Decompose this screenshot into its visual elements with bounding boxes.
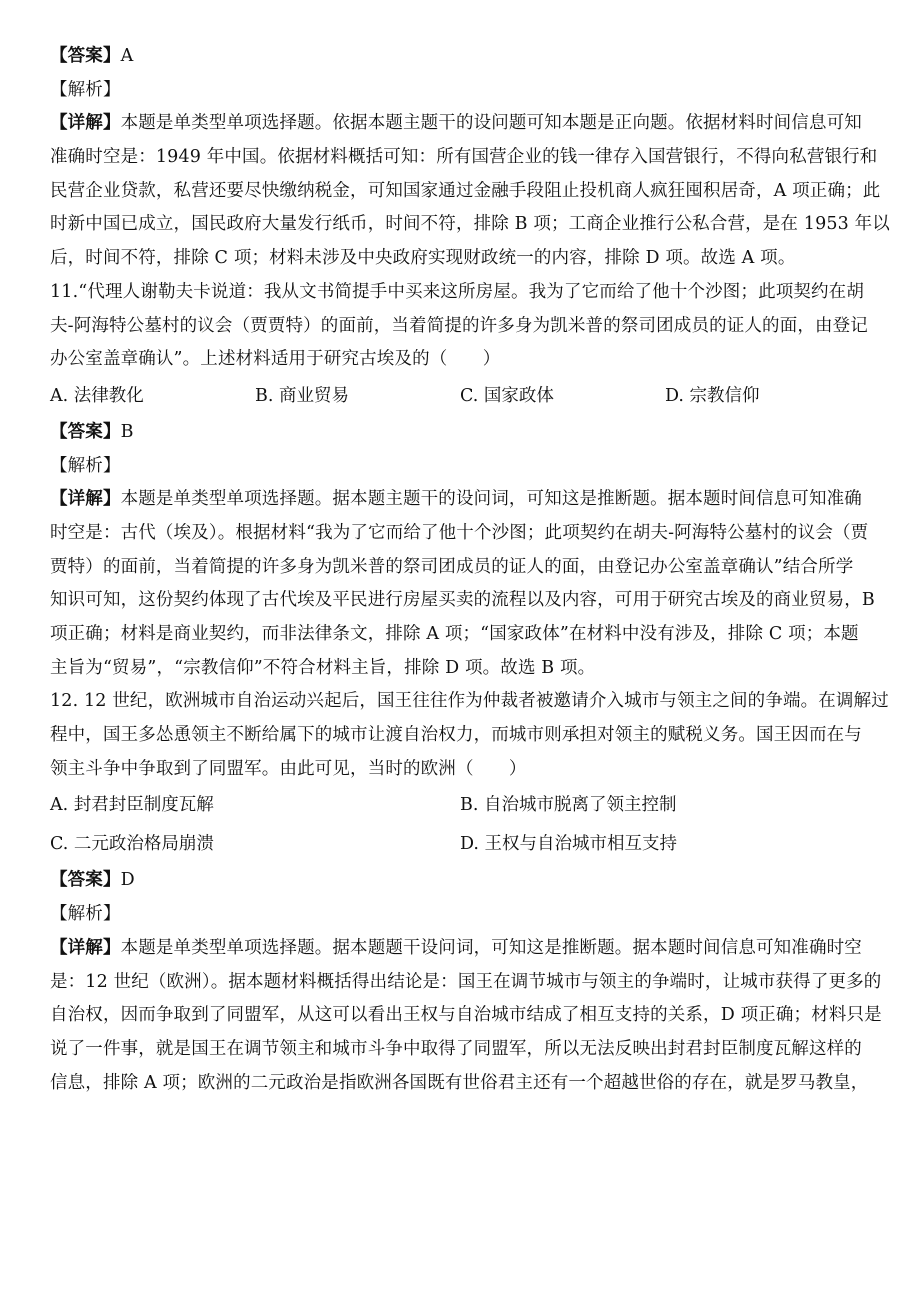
- option-a: A. 封君封臣制度瓦解: [50, 795, 214, 816]
- options-row: [50, 377, 880, 416]
- question-stem-line: 11.“代理人谢勒夫卡说道：我从文书简提手中买来这所房屋。我为了它而给了他十个沙图；此项契约在胡: [50, 281, 864, 302]
- question-stem-line: 夫-阿海特公墓村的议会（贾贾特）的面前，当着简提的许多身为凯米普的祭司团成员的证人的面，由登记: [50, 315, 868, 336]
- question-11: [50, 276, 880, 416]
- detail-line: 自治权，因而争取到了同盟军，从这可以看出王权与自治城市结成了相互支持的关系，D 项正确；材料只是: [50, 1005, 882, 1026]
- detail-paragraph: [50, 483, 880, 685]
- detail-line: 【详解】本题是单类型单项选择题。依据本题主题干的设问题可知本题是正向题。依据材料时间信息可知: [50, 113, 862, 134]
- detail-line: 【详解】本题是单类型单项选择题。据本题题干设问词，可知这是推断题。据本题时间信息可知准确时空: [50, 937, 862, 958]
- option-b: B. 商业贸易: [255, 385, 349, 406]
- option-c: C. 二元政治格局崩溃: [50, 834, 214, 855]
- detail-line: 主旨为“贸易”，“宗教信仰”不符合材料主旨，排除 D 项。故选 B 项。: [50, 657, 596, 678]
- detail-line: 【详解】本题是单类型单项选择题。据本题主题干的设问词，可知这是推断题。据本题时间信息可知准确: [50, 489, 862, 510]
- answer-tag: 【答案】: [50, 421, 121, 442]
- question-stem-line: 12. 12 世纪，欧洲城市自治运动兴起后，国王往往作为仲裁者被邀请介入城市与领主之间的争端。在调解过: [50, 691, 889, 712]
- detail-line: 后，时间不符，排除 C 项；材料未涉及中央政府实现财政统一的内容，排除 D 项。故选 A 项。: [50, 248, 796, 269]
- analysis-label: 【解析】: [50, 904, 121, 925]
- options-row: [50, 825, 880, 864]
- option-c: C. 国家政体: [460, 385, 554, 406]
- answer-tag: 【答案】: [50, 46, 121, 66]
- detail-tag: 【详解】: [50, 113, 121, 134]
- answer-line: [50, 416, 880, 450]
- analysis-label: 【解析】: [50, 455, 121, 476]
- answer-value: D: [120, 870, 135, 891]
- detail-line: 知识可知，这份契约体现了古代埃及平民进行房屋买卖的流程以及内容，可用于研究古埃及的商业贸易，B: [50, 590, 875, 611]
- detail-line: 时新中国已成立，国民政府大量发行纸币，时间不符，排除 B 项；工商企业推行公私合营，是在 1953 年以: [50, 214, 890, 235]
- question-stem-line: 领主斗争中争取到了同盟军。由此可见，当时的欧洲（ ）: [50, 758, 527, 779]
- question-12: [50, 685, 889, 864]
- detail-paragraph: [50, 932, 880, 1100]
- detail-line: 信息，排除 A 项；欧洲的二元政治是指欧洲各国既有世俗君主还有一个超越世俗的存在，就是罗马教皇，: [50, 1072, 869, 1093]
- option-d: D. 王权与自治城市相互支持: [460, 834, 678, 855]
- detail-tag: 【详解】: [50, 937, 121, 958]
- question-stem-line: 办公室盖章确认”。上述材料适用于研究古埃及的（ ）: [50, 349, 501, 370]
- detail-line: 贾特）的面前，当着简提的许多身为凯米普的祭司团成员的证人的面，由登记办公室盖章确认”结合所学: [50, 556, 854, 577]
- answer-value: B: [120, 421, 134, 442]
- analysis-label: 【解析】: [50, 79, 121, 100]
- detail-tag: 【详解】: [50, 489, 121, 510]
- detail-line: 是：12 世纪（欧洲）。据本题材料概括得出结论是：国王在调节城市与领主的争端时，让城市获得了更多的: [50, 971, 882, 992]
- option-b: B. 自治城市脱离了领主控制: [460, 795, 677, 816]
- detail-paragraph: [50, 107, 890, 275]
- question-stem-line: 程中，国王多怂恿领主不断给属下的城市让渡自治权力，而城市则承担对领主的赋税义务。国王因而在与: [50, 725, 862, 746]
- answer-line: [50, 864, 880, 898]
- detail-line: 说了一件事，就是国王在调节领主和城市斗争中取得了同盟军，所以无法反映出封君封臣制度瓦解这样的: [50, 1038, 862, 1059]
- answer-tag: 【答案】: [50, 870, 121, 891]
- options-row: [50, 786, 880, 825]
- answer-value: A: [120, 46, 134, 66]
- document-page: [50, 40, 890, 1100]
- answer-line: [50, 40, 880, 74]
- detail-line: 时空是：古代（埃及）。根据材料“我为了它而给了他十个沙图；此项契约在胡夫-阿海特公墓村的议会（贾: [50, 522, 869, 543]
- detail-line: 准确时空是：1949 年中国。依据材料概括可知：所有国营企业的钱一律存入国营银行，不得向私营银行和: [50, 147, 878, 168]
- option-a: A. 法律教化: [50, 385, 144, 406]
- option-d: D. 宗教信仰: [665, 385, 760, 406]
- detail-line: 项正确；材料是商业契约，而非法律条文，排除 A 项；“国家政体”在材料中没有涉及，排除 C 项；本题: [50, 624, 859, 644]
- detail-line: 民营企业贷款，私营还要尽快缴纳税金，可知国家通过金融手段阻止投机商人疯狂囤积居奇，A 项正确；此: [50, 180, 881, 201]
